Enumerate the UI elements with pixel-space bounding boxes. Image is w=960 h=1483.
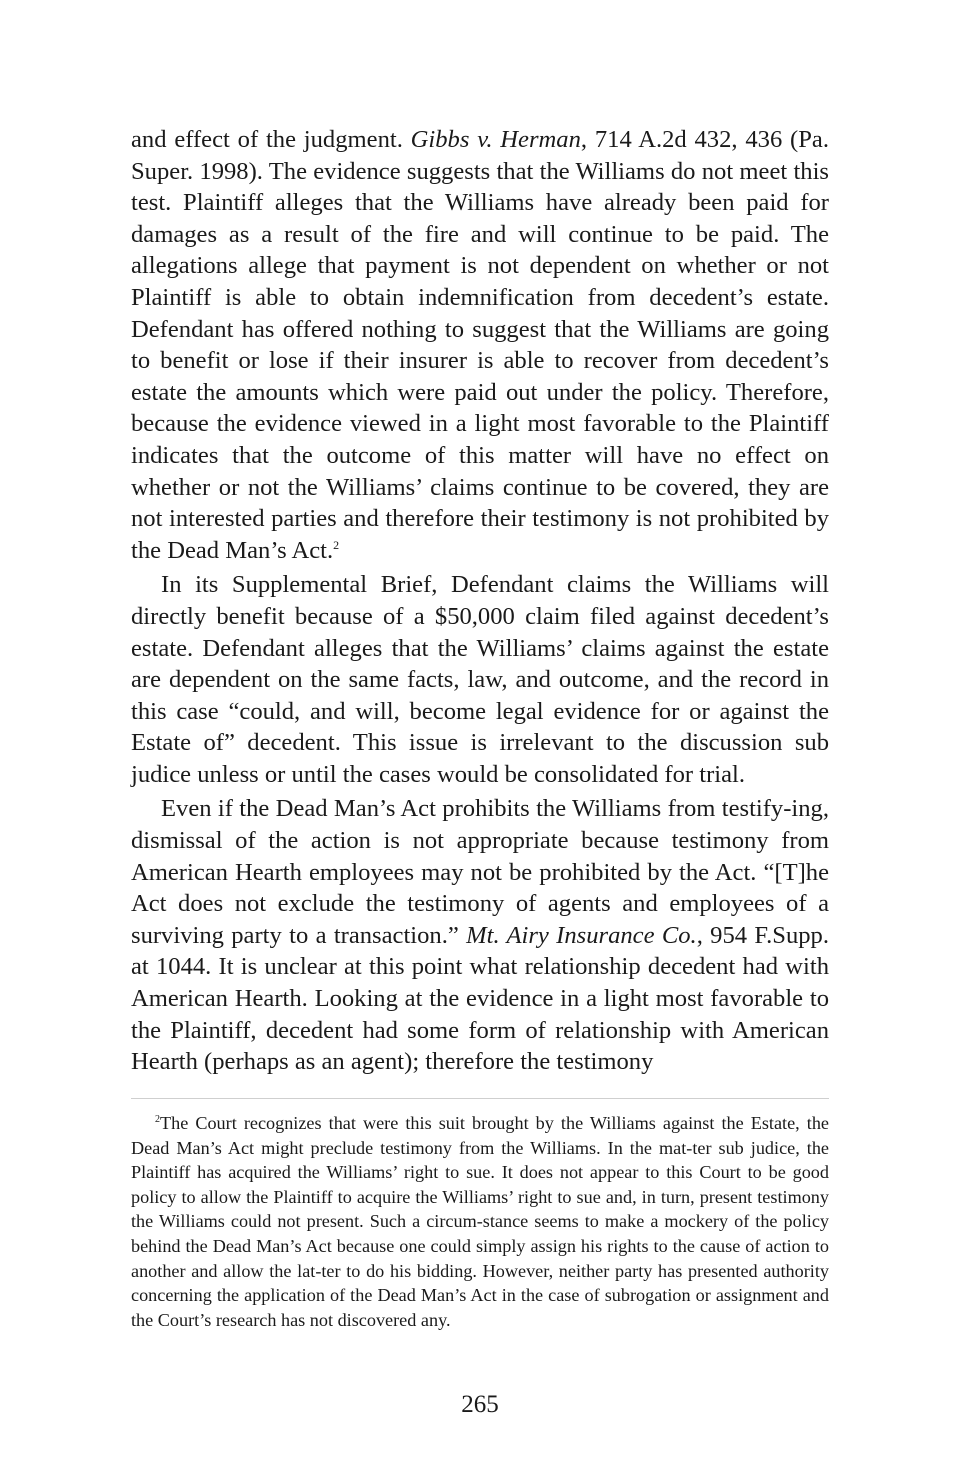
paragraph-1-rest: , 714 A.2d 432, 436 (Pa. Super. 1998). The evidence suggests that the Williams do not meet this test. Plaintiff alleges that the Williams have already been paid for damages as a result of the fire and will continue to be paid. The allegations allege that payment is not dependent on whether or not Plaintiff is able to obtain indemnification from decedent’s estate. Defendant has offered nothing to suggest that the Williams are going to benefit or lose if their insurer is able to recover from decedent’s estate the amounts which were paid out under the policy. Therefore, because the evidence viewed in a light most favorable to the Plaintiff indicates that the outcome of this matter will have no effect on whether or not the Williams’ claims continue to be covered, they are not interested parties and therefore their testimony is not prohibited by the Dead Man’s Act. [131,126,829,564]
footnote-paragraph [131,1111,829,1332]
page-number: 265 [461,1391,499,1418]
main-text [131,124,829,1078]
case-citation-mt-airy: Mt. Airy Insurance Co. [466,921,697,949]
paragraph-1-start: and effect of the judgment. [131,126,411,153]
paragraph-3-rest: , 954 F.Supp. at 1044. It is unclear at this point what relationship decedent had with American Hearth. Looking at the evidence in a light most favorable to the Plaintiff, decedent had some form of relationship with American Hearth (perhaps as an agent); therefore the testimony [131,921,829,1076]
footnote-reference[interactable]: 2 [333,537,340,552]
paragraph-3 [131,793,829,1077]
paragraph-1 [131,124,829,566]
case-citation-gibbs: Gibbs v. Herman [410,126,581,153]
footnote-text: The Court recognizes that were this suit brought by the Williams against the Estate, the Dead Man’s Act might preclude testimony from the Williams. In the mat-ter sub judice, the Plaintiff has acquired the Williams’ right to sue. It does not appear to this Court to be good policy to allow the Plaintiff to acquire the Williams’ right to sue and, in turn, present testimony the Williams could not present. Such a circum-stance seems to make a mockery of the policy behind the Dead Man’s Act because one could simply assign his rights to the cause of action to another and allow the lat-ter to do his bidding. However, neither party has presented authority concerning the application of the Dead Man’s Act in the case of subrogation or assignment and the Court’s research has not discovered any. [131,1113,829,1330]
footnote-divider [131,1098,829,1099]
paragraph-3-start: Even if the Dead Man’s Act prohibits the Williams from testify-ing, dismissal of the action is not appropriate because testimony from American Hearth employees may not be prohibited by the Act. “[T]he Act does not exclude the testimony of agents and employees of a surviving party to a transaction.” [131,795,829,949]
paragraph-2: In its Supplemental Brief, Defendant claims the Williams will directly benefit because of a $50,000 claim filed against decedent’s estate. Defendant alleges that the Williams’ claims against the estate are dependent on the same facts, law, and outcome, and the record in this case “could, and will, become legal evidence for or against the Estate of” decedent. This issue is irrelevant to the discussion sub judice unless or until the cases would be consolidated for trial. [131,571,829,788]
footnote-marker: 2 [155,1114,160,1125]
footnote [131,1111,829,1332]
